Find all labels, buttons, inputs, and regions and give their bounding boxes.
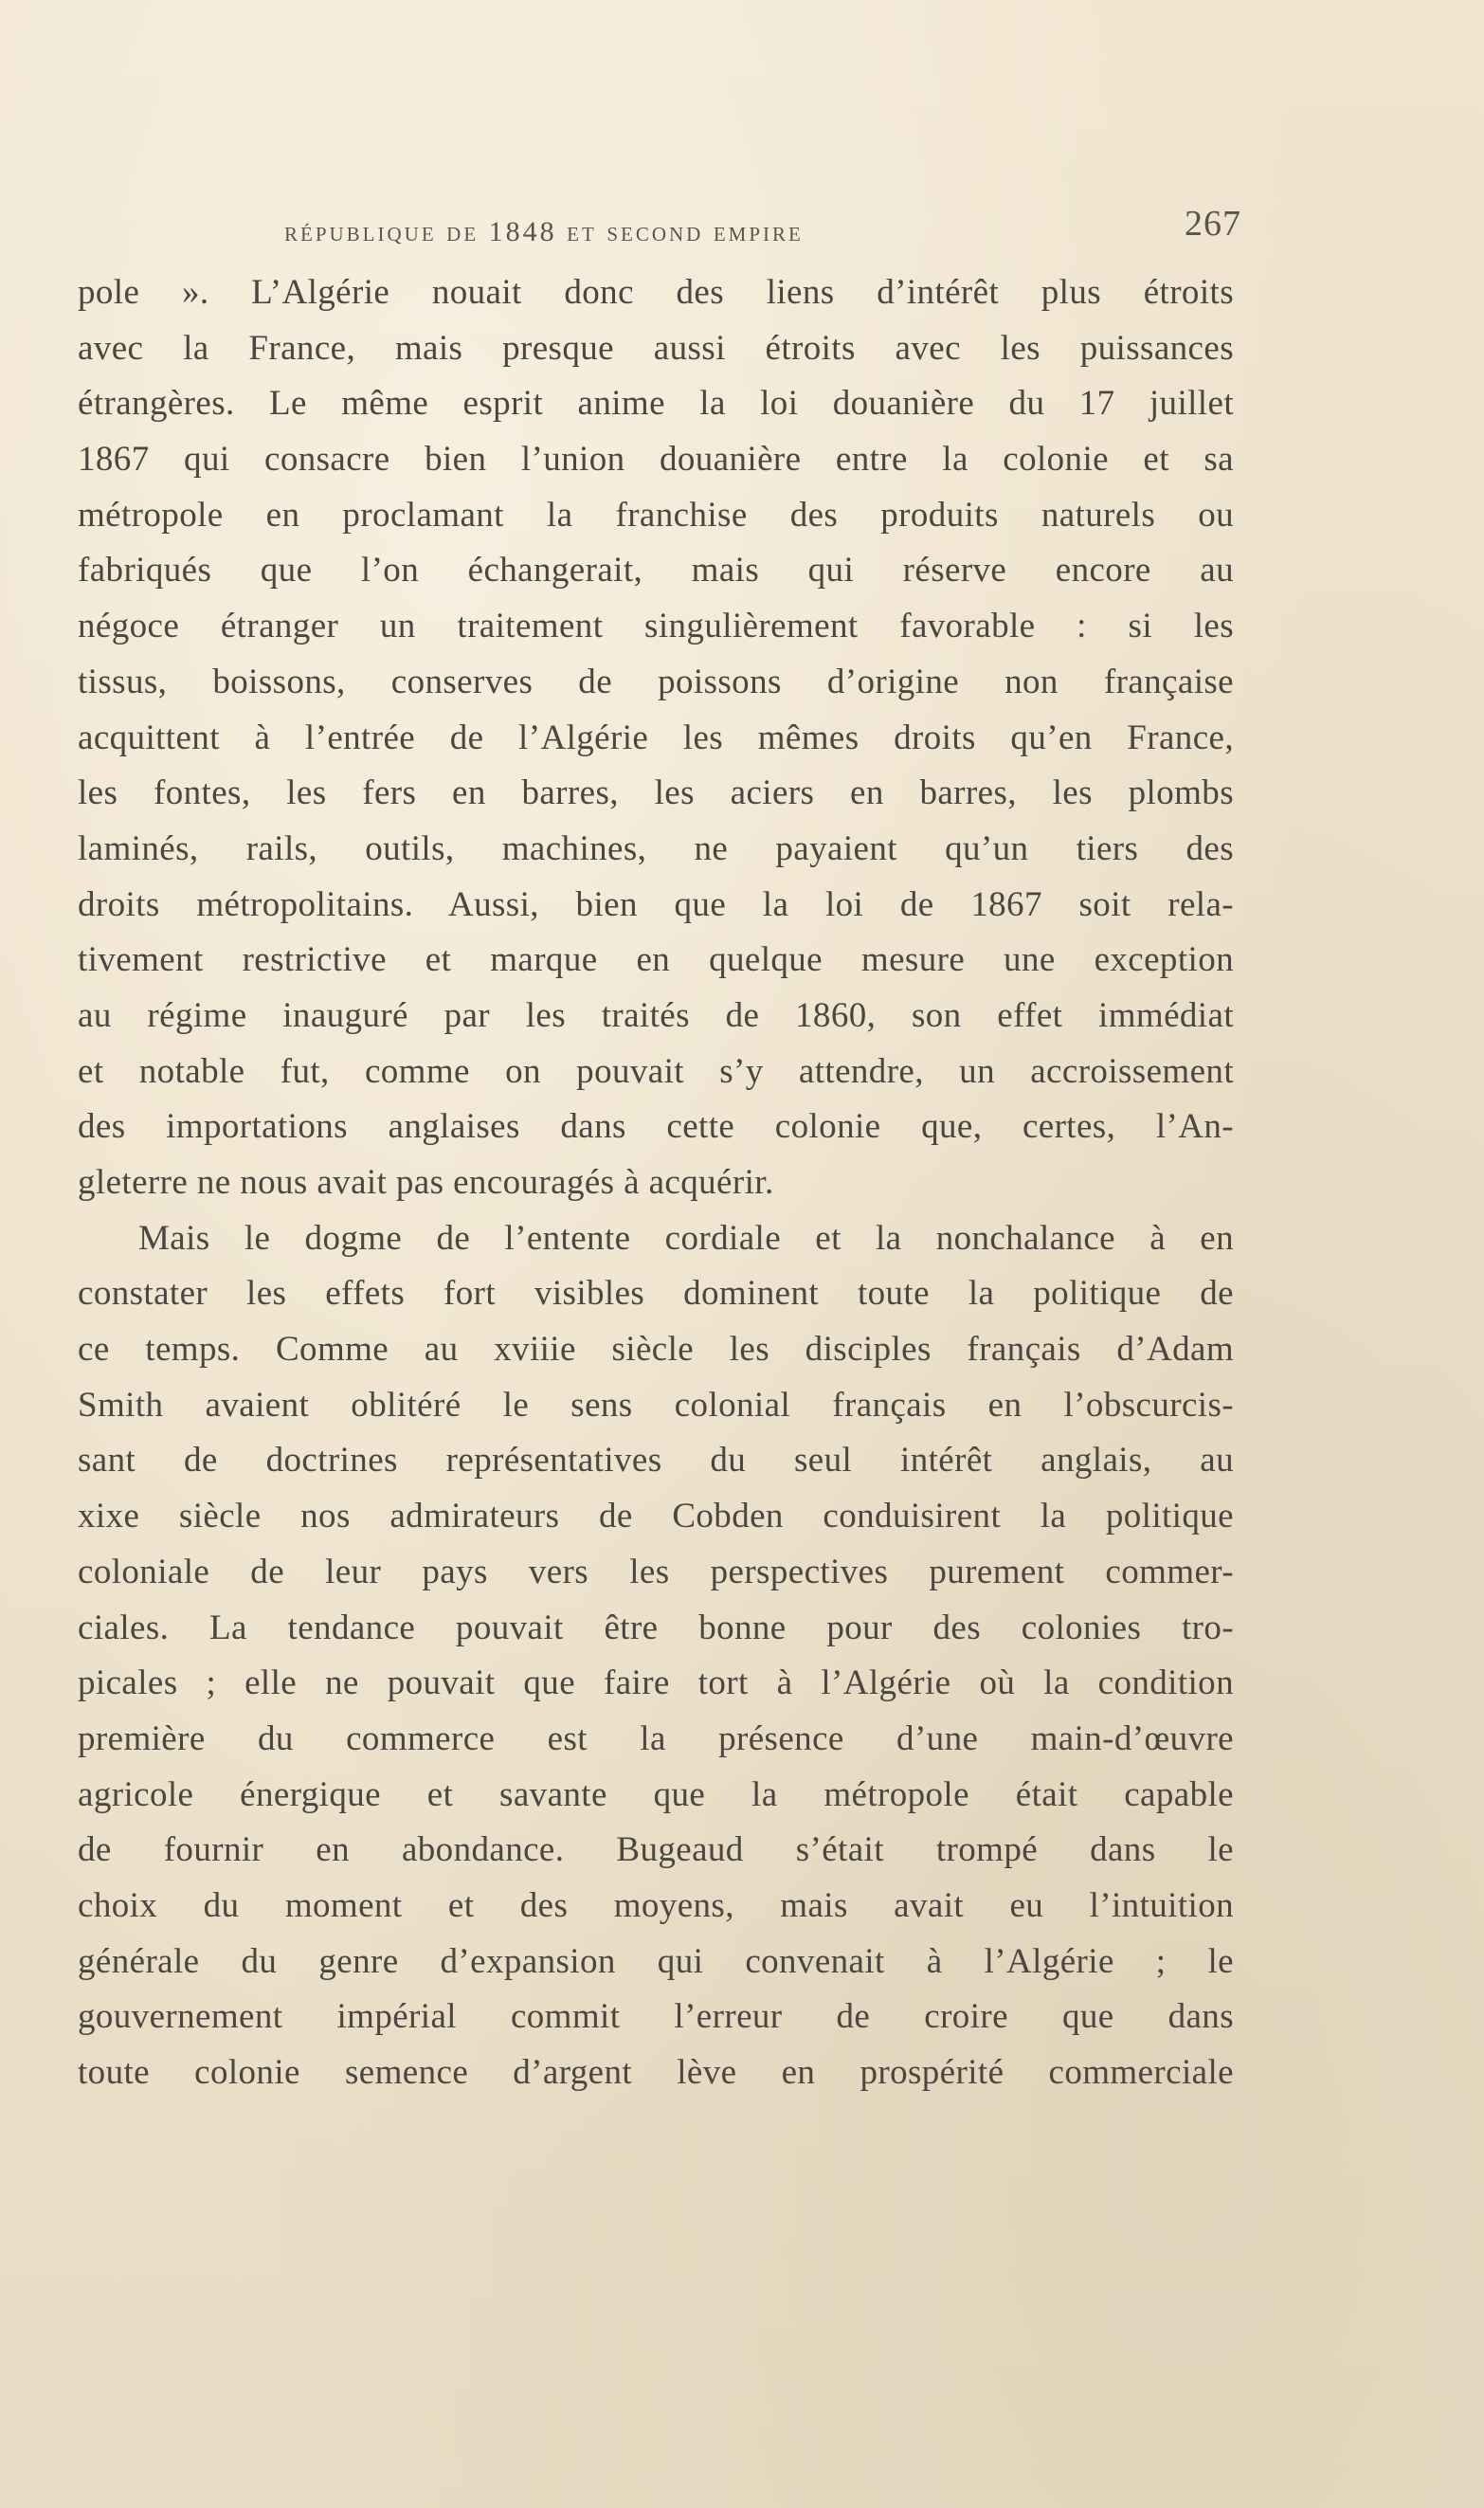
text-line: picales ; elle ne pouvait que faire tort à l’Algérie où la condition	[78, 1663, 1234, 1703]
paragraph	[78, 1211, 1234, 2101]
text-line: et notable fut, comme on pouvait s’y attendre, un accroissement	[78, 1051, 1234, 1091]
text-line: xixe siècle nos admirateurs de Cobden conduisirent la politique	[78, 1497, 1234, 1536]
text-line: les fontes, les fers en barres, les aciers en barres, les plombs	[78, 773, 1234, 813]
text-line: Mais le dogme de l’entente cordiale et la nonchalance à en	[138, 1218, 1234, 1258]
text-line: 1867 qui consacre bien l’union douanière entre la colonie et sa	[78, 440, 1234, 480]
text-line: métropole en proclamant la franchise des produits naturels ou	[78, 495, 1234, 535]
text-line: constater les effets fort visibles dominent toute la politique de	[78, 1274, 1234, 1314]
text-line: agricole énergique et savante que la métropole était capable	[78, 1774, 1234, 1814]
text-line: ce temps. Comme au xviiie siècle les disciples français d’Adam	[78, 1330, 1234, 1370]
text-line: toute colonie semence d’argent lève en prospérité commerciale	[78, 2053, 1234, 2092]
text-line: coloniale de leur pays vers les perspectives purement commer-	[78, 1552, 1234, 1591]
text-line: laminés, rails, outils, machines, ne payaient qu’un tiers des	[78, 828, 1234, 868]
text-line: première du commerce est la présence d’une main-d’œuvre	[78, 1718, 1234, 1758]
running-head	[284, 204, 1241, 254]
text-line: droits métropolitains. Aussi, bien que la loi de 1867 soit rela-	[78, 884, 1234, 924]
text-line: choix du moment et des moyens, mais avait eu l’intuition	[78, 1885, 1234, 1925]
text-line: générale du genre d’expansion qui convenait à l’Algérie ; le	[78, 1941, 1234, 1981]
body-text	[78, 265, 1234, 2101]
text-line: fabriqués que l’on échangerait, mais qui réserve encore au	[78, 551, 1234, 591]
text-line: Smith avaient oblitéré le sens colonial français en l’obscurcis-	[78, 1385, 1234, 1425]
text-line: avec la France, mais presque aussi étroits avec les puissances	[78, 328, 1234, 368]
text-line: tissus, boissons, conserves de poissons d’origine non française	[78, 662, 1234, 701]
text-line: négoce étranger un traitement singulièrement favorable : si les	[78, 607, 1234, 646]
text-line: ciales. La tendance pouvait être bonne pour des colonies tro-	[78, 1608, 1234, 1647]
page-number: 267	[1185, 204, 1241, 244]
text-line: tivement restrictive et marque en quelque mesure une exception	[78, 940, 1234, 980]
paragraph	[78, 265, 1234, 1211]
running-title: république de 1848 et second empire	[284, 216, 804, 247]
text-line: gleterre ne nous avait pas encouragés à acquérir.	[78, 1163, 774, 1202]
text-line: gouvernement impérial commit l’erreur de croire que dans	[78, 1997, 1234, 2037]
text-line: sant de doctrines représentatives du seul intérêt anglais, au	[78, 1441, 1234, 1481]
text-line: pole ». L’Algérie nouait donc des liens d’intérêt plus étroits	[78, 273, 1234, 312]
text-line: acquittent à l’entrée de l’Algérie les mêmes droits qu’en France,	[78, 718, 1234, 757]
text-line: étrangères. Le même esprit anime la loi douanière du 17 juillet	[78, 384, 1234, 424]
text-line: de fournir en abondance. Bugeaud s’était trompé dans le	[78, 1830, 1234, 1870]
text-line: des importations anglaises dans cette colonie que, certes, l’An-	[78, 1107, 1234, 1147]
text-line: au régime inauguré par les traités de 1860, son effet immédiat	[78, 995, 1234, 1035]
